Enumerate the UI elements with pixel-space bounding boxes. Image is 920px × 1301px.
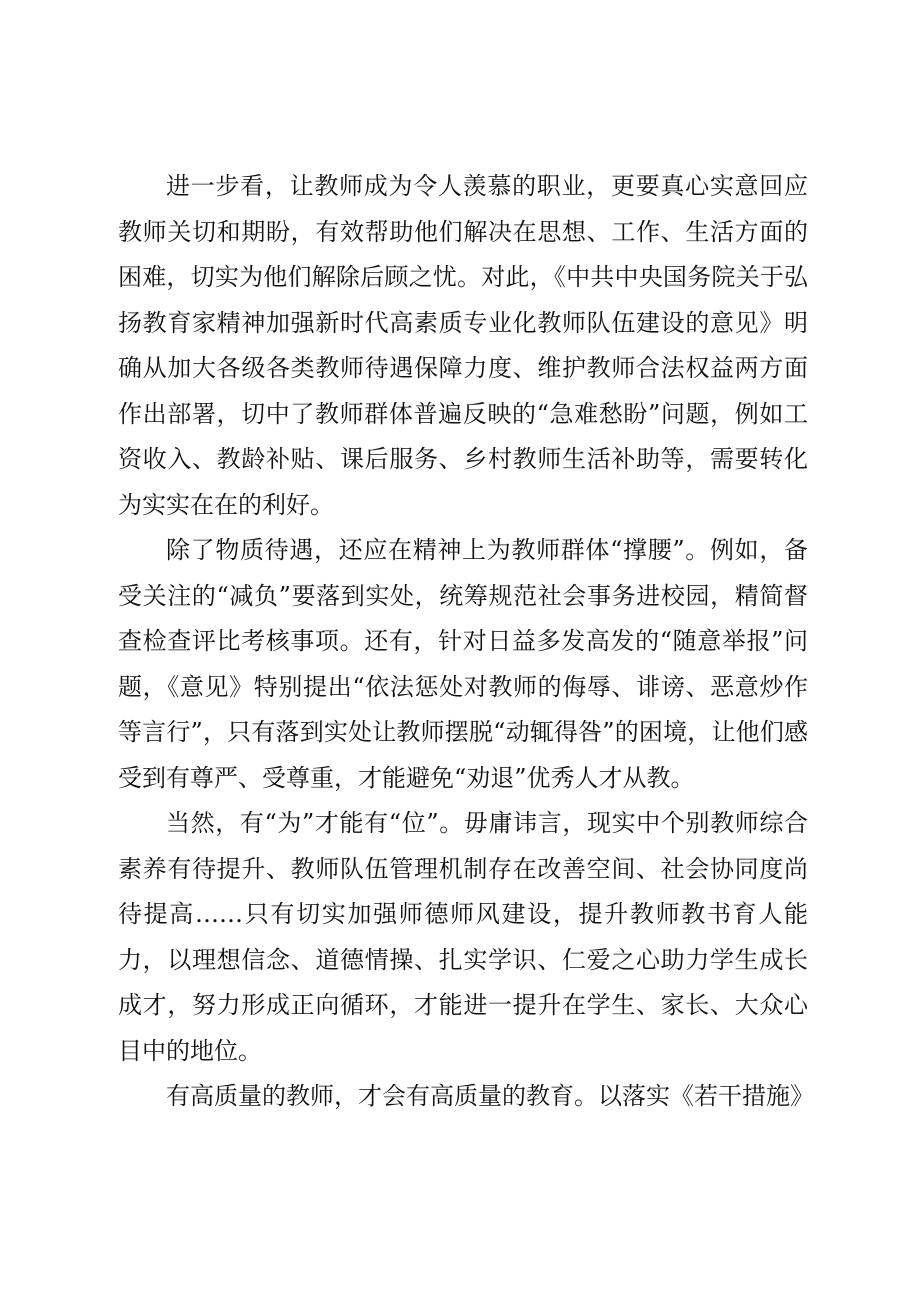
paragraph-3: 当然，有“为”才能有“位”。毋庸讳言，现实中个别教师综合素养有待提升、教师队伍管理机制存在改善空间、社会协同度尚待提高……只有切实加强师德师风建设，提升教师教书育人能力，以理想信念、道德情操、扎实学识、仁爱之心助力学生成长成才，努力形成正向循环，才能进一提升在学生、家长、大众心目中的地位。 xyxy=(118,809,808,1065)
paragraph-1: 进一步看，让教师成为令人羡慕的职业，更要真心实意回应教师关切和期盼，有效帮助他们解决在思想、工作、生活方面的困难，切实为他们解除后顾之忧。对此，《中共中央国务院关于弘扬教育家精神加强新时代高素质专业化教师队伍建设的意见》明确从加大各级各类教师待遇保障力度、维护教师合法权益两方面作出部署，切中了教师群体普遍反映的“急难愁盼”问题，例如工资收入、教龄补贴、课后服务、乡村教师生活补助等，需要转化为实实在在的利好。 xyxy=(118,172,808,519)
paragraph-2: 除了物质待遇，还应在精神上为教师群体“撑腰”。例如，备受关注的“减负”要落到实处，统筹规范社会事务进校园，精简督查检查评比考核事项。还有，针对日益多发高发的“随意举报”问题，《意见》特别提出“依法惩处对教师的侮辱、诽谤、恶意炒作等言行”，只有落到实处让教师摆脱“动辄得咎”的困境，让他们感受到有尊严、受尊重，才能避免“劝退”优秀人才从教。 xyxy=(118,536,808,792)
document-body xyxy=(118,164,814,1120)
paragraph-4: 有高质量的教师，才会有高质量的教育。以落实《若干措施》 xyxy=(166,1082,814,1110)
